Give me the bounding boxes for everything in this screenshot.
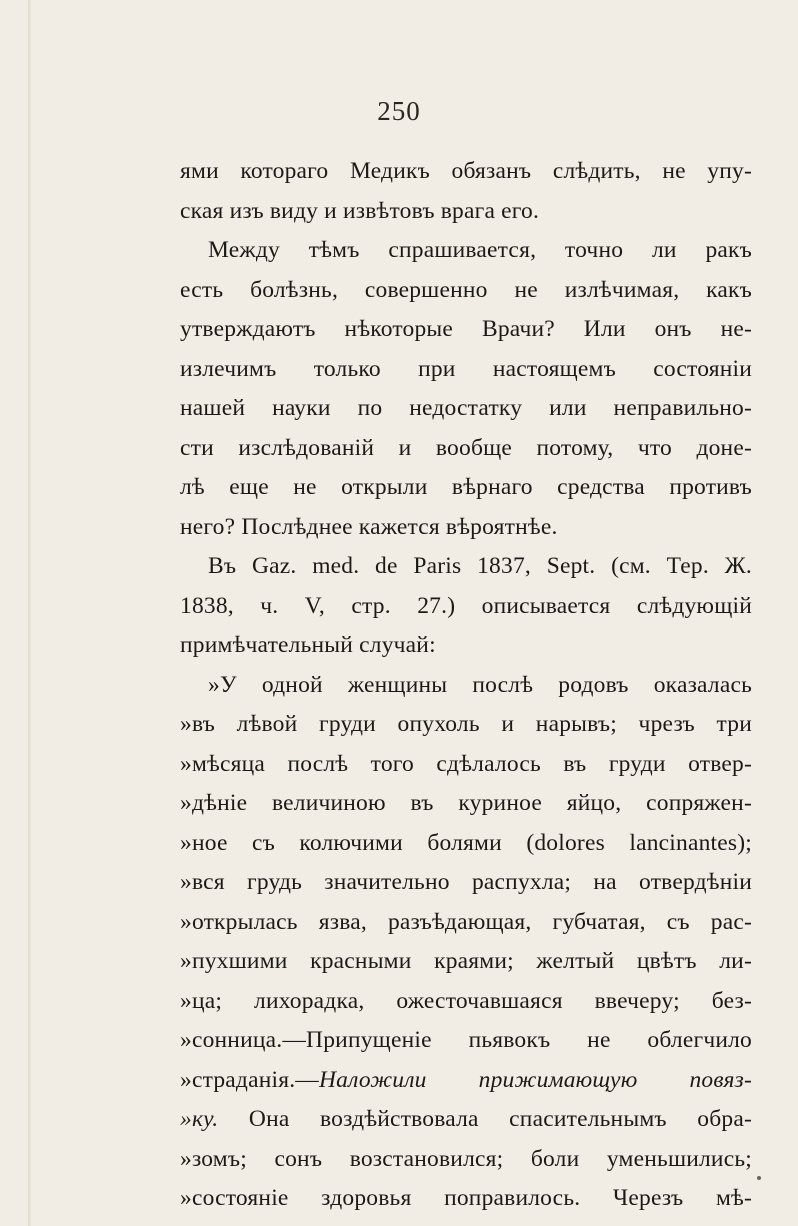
page-number: 250: [377, 96, 421, 126]
text-segment: »страданія.—: [180, 1066, 319, 1093]
text-line: »состояніе здоровья поправилось. Черезъ мѣ-: [180, 1185, 752, 1211]
paper-speck: [757, 1176, 761, 1180]
text-line: ями котораго Медикъ обязанъ слѣдить, не упу-: [180, 158, 752, 184]
text-line: »зомъ; сонъ возстановился; боли уменьшились;: [180, 1145, 752, 1172]
text-line: »мѣсяца послѣ того сдѣлалось въ груди отвер-: [180, 750, 752, 777]
text-line: »сонница.—Припущеніе пьявокъ не облегчило: [180, 1027, 752, 1053]
text-line: »вся грудь значительно распухла; на отвердѣніи: [180, 869, 752, 895]
text-line: »дѣніе величиною въ куриное яйцо, сопряжен-: [180, 790, 752, 816]
body-text: [180, 152, 752, 1219]
text-line: »ное съ колючими болями (dolores lancinantes);: [180, 829, 752, 856]
text-line: »У одной женщины послѣ родовъ оказалась: [208, 671, 752, 698]
text-line: примѣчательный случай:: [180, 632, 436, 658]
text-line: лѣ еще не открыли вѣрнаго средства противъ: [180, 474, 752, 500]
text-line: утверждаютъ нѣкоторые Врачи? Или онъ не-: [180, 316, 752, 342]
text-line: »открылась язва, разъѣдающая, губчатая, съ рас-: [180, 908, 752, 935]
text-line: сти изслѣдованій и вообще потому, что доне-: [180, 434, 752, 461]
text-line: 1838, ч. V, стр. 27.) описывается слѣдующій: [180, 592, 752, 619]
text-line: [180, 1100, 752, 1140]
text-line: »ца; лихорадка, ожесточавшаяся ввечеру; без-: [180, 987, 752, 1014]
text-line: него? Послѣднее кажется вѣроятнѣе.: [180, 513, 558, 540]
text-line: есть болѣзнь, совершенно не излѣчимая, какъ: [180, 276, 752, 303]
text-line: нашей науки по недостатку или неправильно-: [180, 395, 752, 421]
text-line: [180, 1061, 752, 1101]
text-line: »пухшими красными краями; желтый цвѣтъ ли-: [180, 948, 752, 974]
page-binding-edge: [28, 0, 31, 1226]
text-line: »въ лѣвой груди опухоль и нарывъ; чрезъ три: [180, 711, 752, 737]
italic-segment: Наложили прижимающую повяз-: [319, 1066, 752, 1093]
italic-segment: »ку.: [180, 1106, 219, 1132]
text-line: излечимъ только при настоящемъ состояніи: [180, 355, 752, 382]
text-line: ская изъ виду и извѣтовъ врага его.: [180, 197, 540, 224]
text-line: Между тѣмъ спрашивается, точно ли ракъ: [208, 237, 752, 263]
text-segment: Она воздѣйствовала спасительнымъ обра-: [218, 1106, 752, 1132]
text-line: Въ Gaz. med. de Paris 1837, Sept. (см. Тер. Ж.: [208, 553, 752, 579]
